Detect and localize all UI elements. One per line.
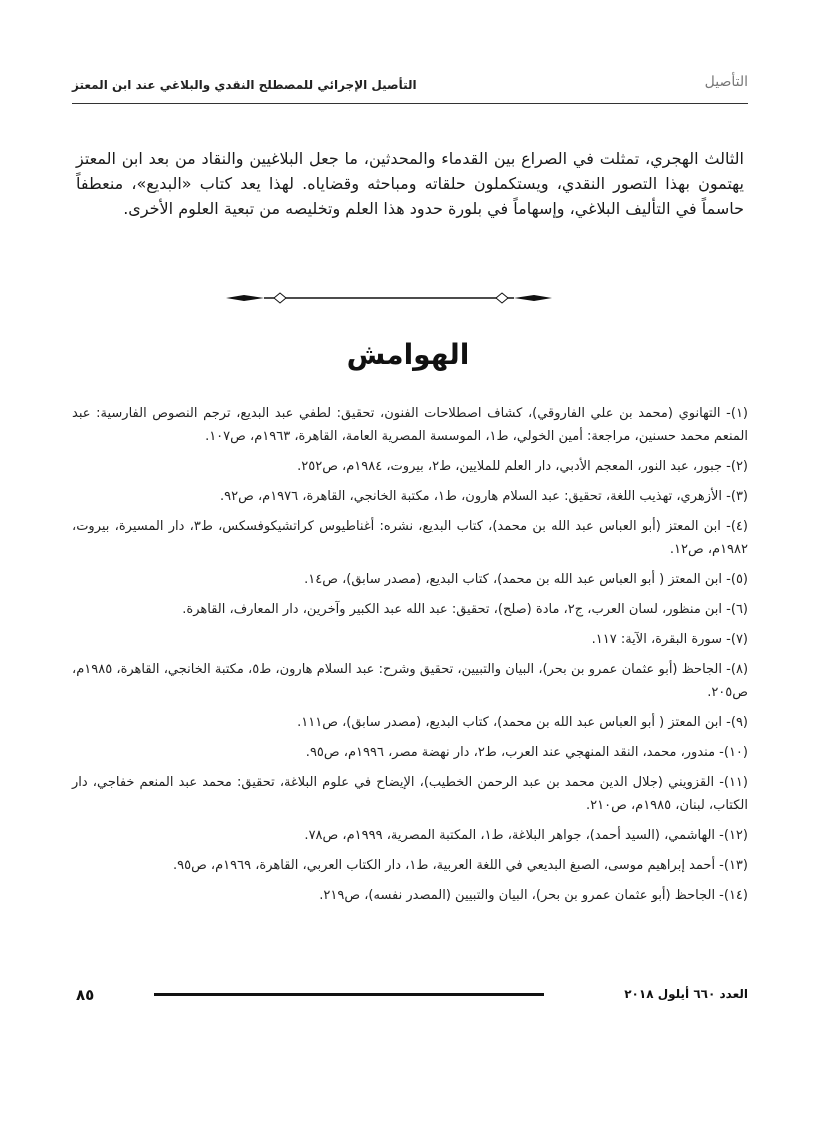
issue-label: العدد ٦٦٠ أيلول ٢٠١٨ xyxy=(624,987,748,1001)
footer-rule xyxy=(154,993,544,996)
page-number: ٨٥ xyxy=(76,986,95,1004)
footnotes-list xyxy=(72,402,748,914)
body-paragraph: الثالث الهجري، تمثلت في الصراع بين القدماء والمحدثين، ما جعل البلاغيين والنقاد من بعد ابن المعتز يهتمون بهذا التصور النقدي، ويستكملون حلقاته ومباحثه وقضاياه. لهذا يعد كتاب «البديع»، منعطفاً حاسماً في التأليف البلاغي، وإسهاماً في بلورة حدود هذا العلم وتخليصه من تبعية العلوم الأخرى. xyxy=(76,149,744,218)
header-rule xyxy=(72,103,748,104)
footnote: (٢)- جبور، عبد النور، المعجم الأدبي، دار العلم للملايين، ط٢، بيروت، ١٩٨٤م، ص٢٥٢. xyxy=(297,459,748,474)
footnote: (١٣)- أحمد إبراهيم موسى، الصبغ البديعي في اللغة العربية، ط١، دار الكتاب العربي، القاهرة، ١٩٦٩م، ص٩٥. xyxy=(172,858,748,873)
footnote: (٩)- ابن المعتز ( أبو العباس عبد الله بن محمد)، كتاب البديع، (مصدر سابق)، ص١١١. xyxy=(297,715,748,730)
journal-logo: التأصيل xyxy=(704,74,748,90)
footnote: (١١)- القزويني (جلال الدين محمد بن عبد الرحمن الخطيب)، الإيضاح في علوم البلاغة، تحقيق: محمد عبد المنعم خفاجي، دار الكتاب، لبنان، ١٩٨٥م، ص٢١٠. xyxy=(72,775,748,813)
page-footer xyxy=(72,986,748,1006)
running-header xyxy=(72,70,748,104)
decorative-separator xyxy=(224,288,554,308)
footnote: (٥)- ابن المعتز ( أبو العباس عبد الله بن محمد)، كتاب البديع، (مصدر سابق)، ص١٤. xyxy=(304,572,748,587)
article-title: التأصيل الإجرائي للمصطلح النقدي والبلاغي عند ابن المعتز xyxy=(72,78,417,92)
footnote: (٧)- سورة البقرة، الآية: ١١٧. xyxy=(591,632,748,647)
footnote: (١٤)- الجاحظ (أبو عثمان عمرو بن بحر)، البيان والتبيين (المصدر نفسه)، ص٢١٩. xyxy=(319,888,748,903)
section-title: الهوامش xyxy=(346,338,470,371)
footnote: (١٠)- مندور، محمد، النقد المنهجي عند العرب، ط٢، دار نهضة مصر، ١٩٩٦م، ص٩٥. xyxy=(305,745,748,760)
footnote: (٣)- الأزهري، تهذيب اللغة، تحقيق: عبد السلام هارون، ط١، مكتبة الخانجي، القاهرة، ١٩٧٦م، ص٩٢. xyxy=(220,489,748,504)
footnote: (١٢)- الهاشمي، (السيد أحمد)، جواهر البلاغة، ط١، المكتبة المصرية، ١٩٩٩م، ص٧٨. xyxy=(304,828,748,843)
footnote: (٤)- ابن المعتز (أبو العباس عبد الله بن محمد)، كتاب البديع، نشره: أغناطيوس كراتشيكوفسكس، ط٣، دار المسيرة، بيروت، ١٩٨٢م، ص١٢. xyxy=(72,519,748,557)
footnote: (١)- التهانوي (محمد بن علي الفاروقي)، كشاف اصطلاحات الفنون، تحقيق: لطفي عبد البديع، ترجم النصوص الفارسية: عبد المنعم محمد حسنين، مراجعة: أمين الخولي، ط١، الموسسة المصرية العامة، القاهرة، ١٩٦٣م، ص١٠٧. xyxy=(72,406,748,444)
footnote: (٦)- ابن منظور، لسان العرب، ج٢، مادة (صلح)، تحقيق: عبد الله عبد الكبير وآخرين، دار المعارف، القاهرة. xyxy=(182,602,748,617)
footnote: (٨)- الجاحظ (أبو عثمان عمرو بن بحر)، البيان والتبيين، تحقيق وشرح: عبد السلام هارون، ط٥، مكتبة الخانجي، القاهرة، ١٩٨٥م، ص٢٠٥. xyxy=(72,662,749,700)
